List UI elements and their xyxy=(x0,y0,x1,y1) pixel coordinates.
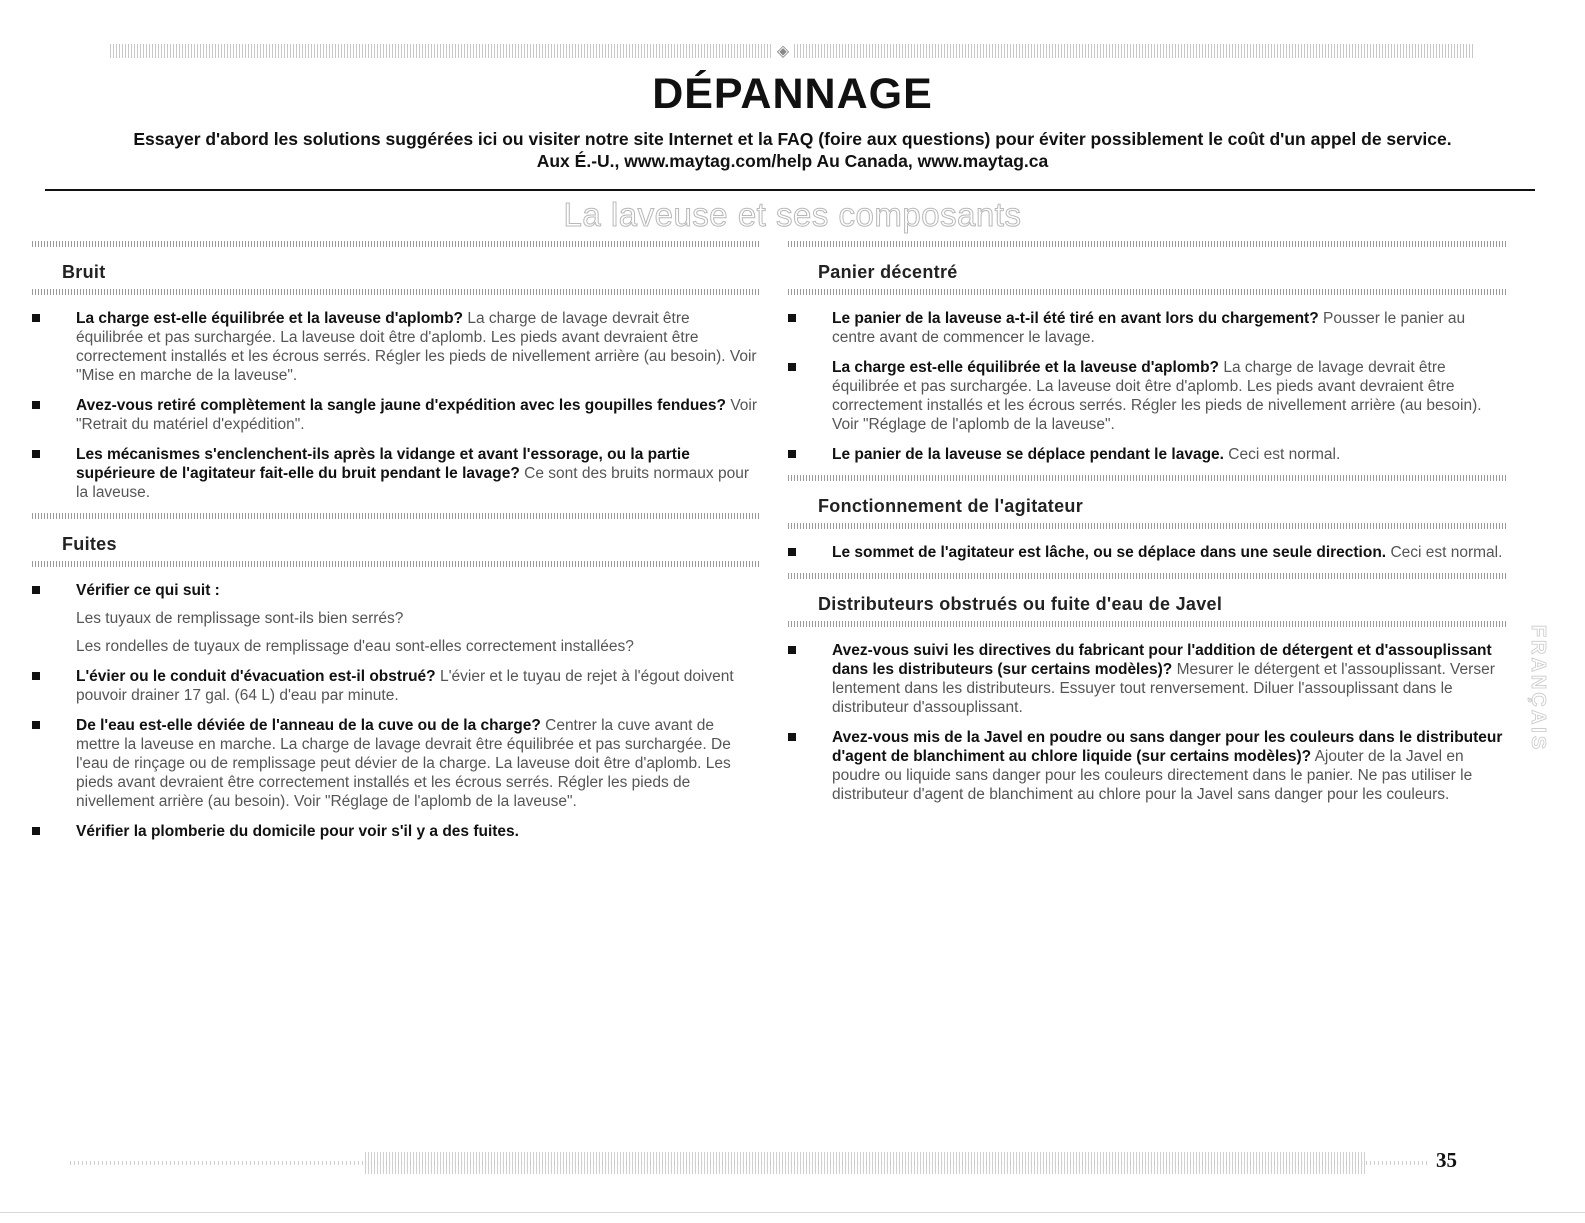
group-panier xyxy=(788,241,1508,464)
group-fuites xyxy=(32,513,760,841)
square-bullet-icon xyxy=(788,733,796,741)
question: Le panier de la laveuse a-t-il été tiré en avant lors du chargement? xyxy=(832,310,1319,327)
heading-distributeurs: Distributeurs obstrués ou fuite d'eau de Javel xyxy=(818,594,1223,614)
answer: Voir "Retrait du matériel d'expédition". xyxy=(76,397,758,433)
list-item xyxy=(32,716,760,811)
heading-fuites: Fuites xyxy=(62,534,117,554)
divider xyxy=(788,621,1508,627)
list-item xyxy=(32,581,760,656)
list-fuites xyxy=(32,581,760,841)
answer: Ceci est normal. xyxy=(1390,544,1503,561)
answer: Ce sont des bruits normaux pour la laveuse. xyxy=(76,465,749,501)
intro-text xyxy=(60,128,1525,172)
intro-line-2: Aux É.-U., www.maytag.com/help Au Canada, www.maytag.ca xyxy=(536,151,1049,171)
sub-check: Les tuyaux de remplissage sont-ils bien serrés? xyxy=(76,610,404,627)
square-bullet-icon xyxy=(32,401,40,409)
question: De l'eau est-elle déviée de l'anneau de la cuve ou de la charge? xyxy=(76,717,541,734)
question: Avez-vous retiré complètement la sangle jaune d'expédition avec les goupilles fendues? xyxy=(76,397,726,414)
list-item xyxy=(32,309,760,385)
answer: L'évier et le tuyau de rejet à l'égout doivent pouvoir drainer 17 gal. (64 L) d'eau par minute. xyxy=(76,668,734,704)
footer-decorative-band xyxy=(365,1152,1365,1174)
heading-panier: Panier décentré xyxy=(818,262,958,282)
list-item xyxy=(32,822,760,841)
list-agitateur xyxy=(788,543,1508,562)
square-bullet-icon xyxy=(788,548,796,556)
list-item xyxy=(788,641,1508,717)
answer: Pousser le panier au centre avant de commencer le lavage. xyxy=(832,310,1466,346)
divider xyxy=(788,289,1508,295)
list-item xyxy=(788,543,1508,562)
list-distributeurs xyxy=(788,641,1508,804)
intro-line-1: Essayer d'abord les solutions suggérées ici ou visiter notre site Internet et la FAQ (foire aux questions) pour éviter possiblement le coût d'un appel de service. xyxy=(133,129,1452,149)
divider xyxy=(32,289,760,295)
square-bullet-icon xyxy=(788,450,796,458)
section-title: La laveuse et ses composants xyxy=(563,196,1022,233)
answer: Mesurer le détergent et l'assouplissant. Verser lentement dans les distributeurs. Essuyer tout renversement. Diluer l'assouplissant dans le distributeur d'assouplissant. xyxy=(832,661,1495,716)
square-bullet-icon xyxy=(32,672,40,680)
heading-agitateur: Fonctionnement de l'agitateur xyxy=(818,496,1083,516)
list-item xyxy=(788,728,1508,804)
group-distributeurs xyxy=(788,573,1508,804)
square-bullet-icon xyxy=(32,450,40,458)
question: Le sommet de l'agitateur est lâche, ou se déplace dans une seule direction. xyxy=(832,544,1387,561)
list-item xyxy=(788,358,1508,434)
answer: La charge de lavage devrait être équilibrée et pas surchargée. La laveuse doit être d'aplomb. Les pieds avant devraient être correctement installés et les écrous serrés. Régler les pieds de nivellement arrière (au besoin). Voir "Mise en marche de la laveuse". xyxy=(76,310,757,384)
list-item xyxy=(788,445,1508,464)
language-label: FRANÇAIS xyxy=(1527,624,1550,752)
square-bullet-icon xyxy=(32,827,40,835)
answer: Ceci est normal. xyxy=(1228,446,1341,463)
divider xyxy=(32,561,760,567)
list-item xyxy=(788,309,1508,347)
right-column xyxy=(788,241,1508,815)
answer: La charge de lavage devrait être équilibrée et pas surchargée. La laveuse doit être d'aplomb. Les pieds avant devraient être correctement installés et les écrous serrés. Régler les pieds de nivellement arrière (au besoin). Voir "Réglage de l'aplomb de la laveuse". xyxy=(832,359,1482,433)
square-bullet-icon xyxy=(788,314,796,322)
question: Vérifier la plomberie du domicile pour voir s'il y a des fuites. xyxy=(76,823,519,840)
list-item xyxy=(32,396,760,434)
question: L'évier ou le conduit d'évacuation est-il obstrué? xyxy=(76,668,436,685)
question: Le panier de la laveuse se déplace pendant le lavage. xyxy=(832,446,1224,463)
question: Les mécanismes s'enclenchent-ils après la vidange et avant l'essorage, ou la partie supérieure de l'agitateur fait-elle du bruit pendant le lavage? xyxy=(76,446,690,482)
question: Vérifier ce qui suit : xyxy=(76,582,220,599)
group-agitateur xyxy=(788,475,1508,562)
list-item xyxy=(32,667,760,705)
group-bruit xyxy=(32,241,760,502)
list-panier xyxy=(788,309,1508,464)
question: Avez-vous mis de la Javel en poudre ou sans danger pour les couleurs dans le distributeur d'agent de blanchiment au chlore liquide (sur certains modèles)? xyxy=(832,729,1503,765)
square-bullet-icon xyxy=(32,586,40,594)
question: La charge est-elle équilibrée et la laveuse d'aplomb? xyxy=(76,310,464,327)
answer: Ajouter de la Javel en poudre ou liquide sans danger pour les couleurs directement dans le panier. Ne pas utiliser le distributeur d'agent de blanchiment au chlore pour la Javel sans danger pour les couleurs. xyxy=(832,748,1473,803)
square-bullet-icon xyxy=(32,314,40,322)
square-bullet-icon xyxy=(788,646,796,654)
page-number: 35 xyxy=(1436,1148,1457,1172)
square-bullet-icon xyxy=(32,721,40,729)
divider xyxy=(788,523,1508,529)
heading-bruit: Bruit xyxy=(62,262,106,282)
square-bullet-icon xyxy=(788,363,796,371)
list-bruit xyxy=(32,309,760,502)
page-title: DÉPANNAGE xyxy=(652,70,933,118)
language-side-tab xyxy=(1518,618,1558,758)
list-item xyxy=(32,445,760,502)
page-bottom-rule xyxy=(0,1212,1585,1213)
answer: Centrer la cuve avant de mettre la laveuse en marche. La charge de lavage devrait être équilibrée et pas surchargée. De l'eau de rinçage ou de remplissage peut dévier de la charge. La laveuse doit être d'aplomb. Les pieds avant devraient être correctement installés et les écrous serrés. Régler les pieds de nivellement arrière (au besoin). Voir "Réglage de l'aplomb de la laveuse". xyxy=(76,717,731,810)
sub-check: Les rondelles de tuyaux de remplissage d'eau sont-elles correctement installées? xyxy=(76,638,634,655)
question: La charge est-elle équilibrée et la laveuse d'aplomb? xyxy=(832,359,1220,376)
diamond-icon: ◈ xyxy=(772,40,794,62)
header-rule xyxy=(45,189,1535,191)
question: Avez-vous suivi les directives du fabricant pour l'addition de détergent et d'assouplissant dans les distributeurs (sur certains modèles)? xyxy=(832,642,1492,678)
left-column xyxy=(32,241,760,852)
